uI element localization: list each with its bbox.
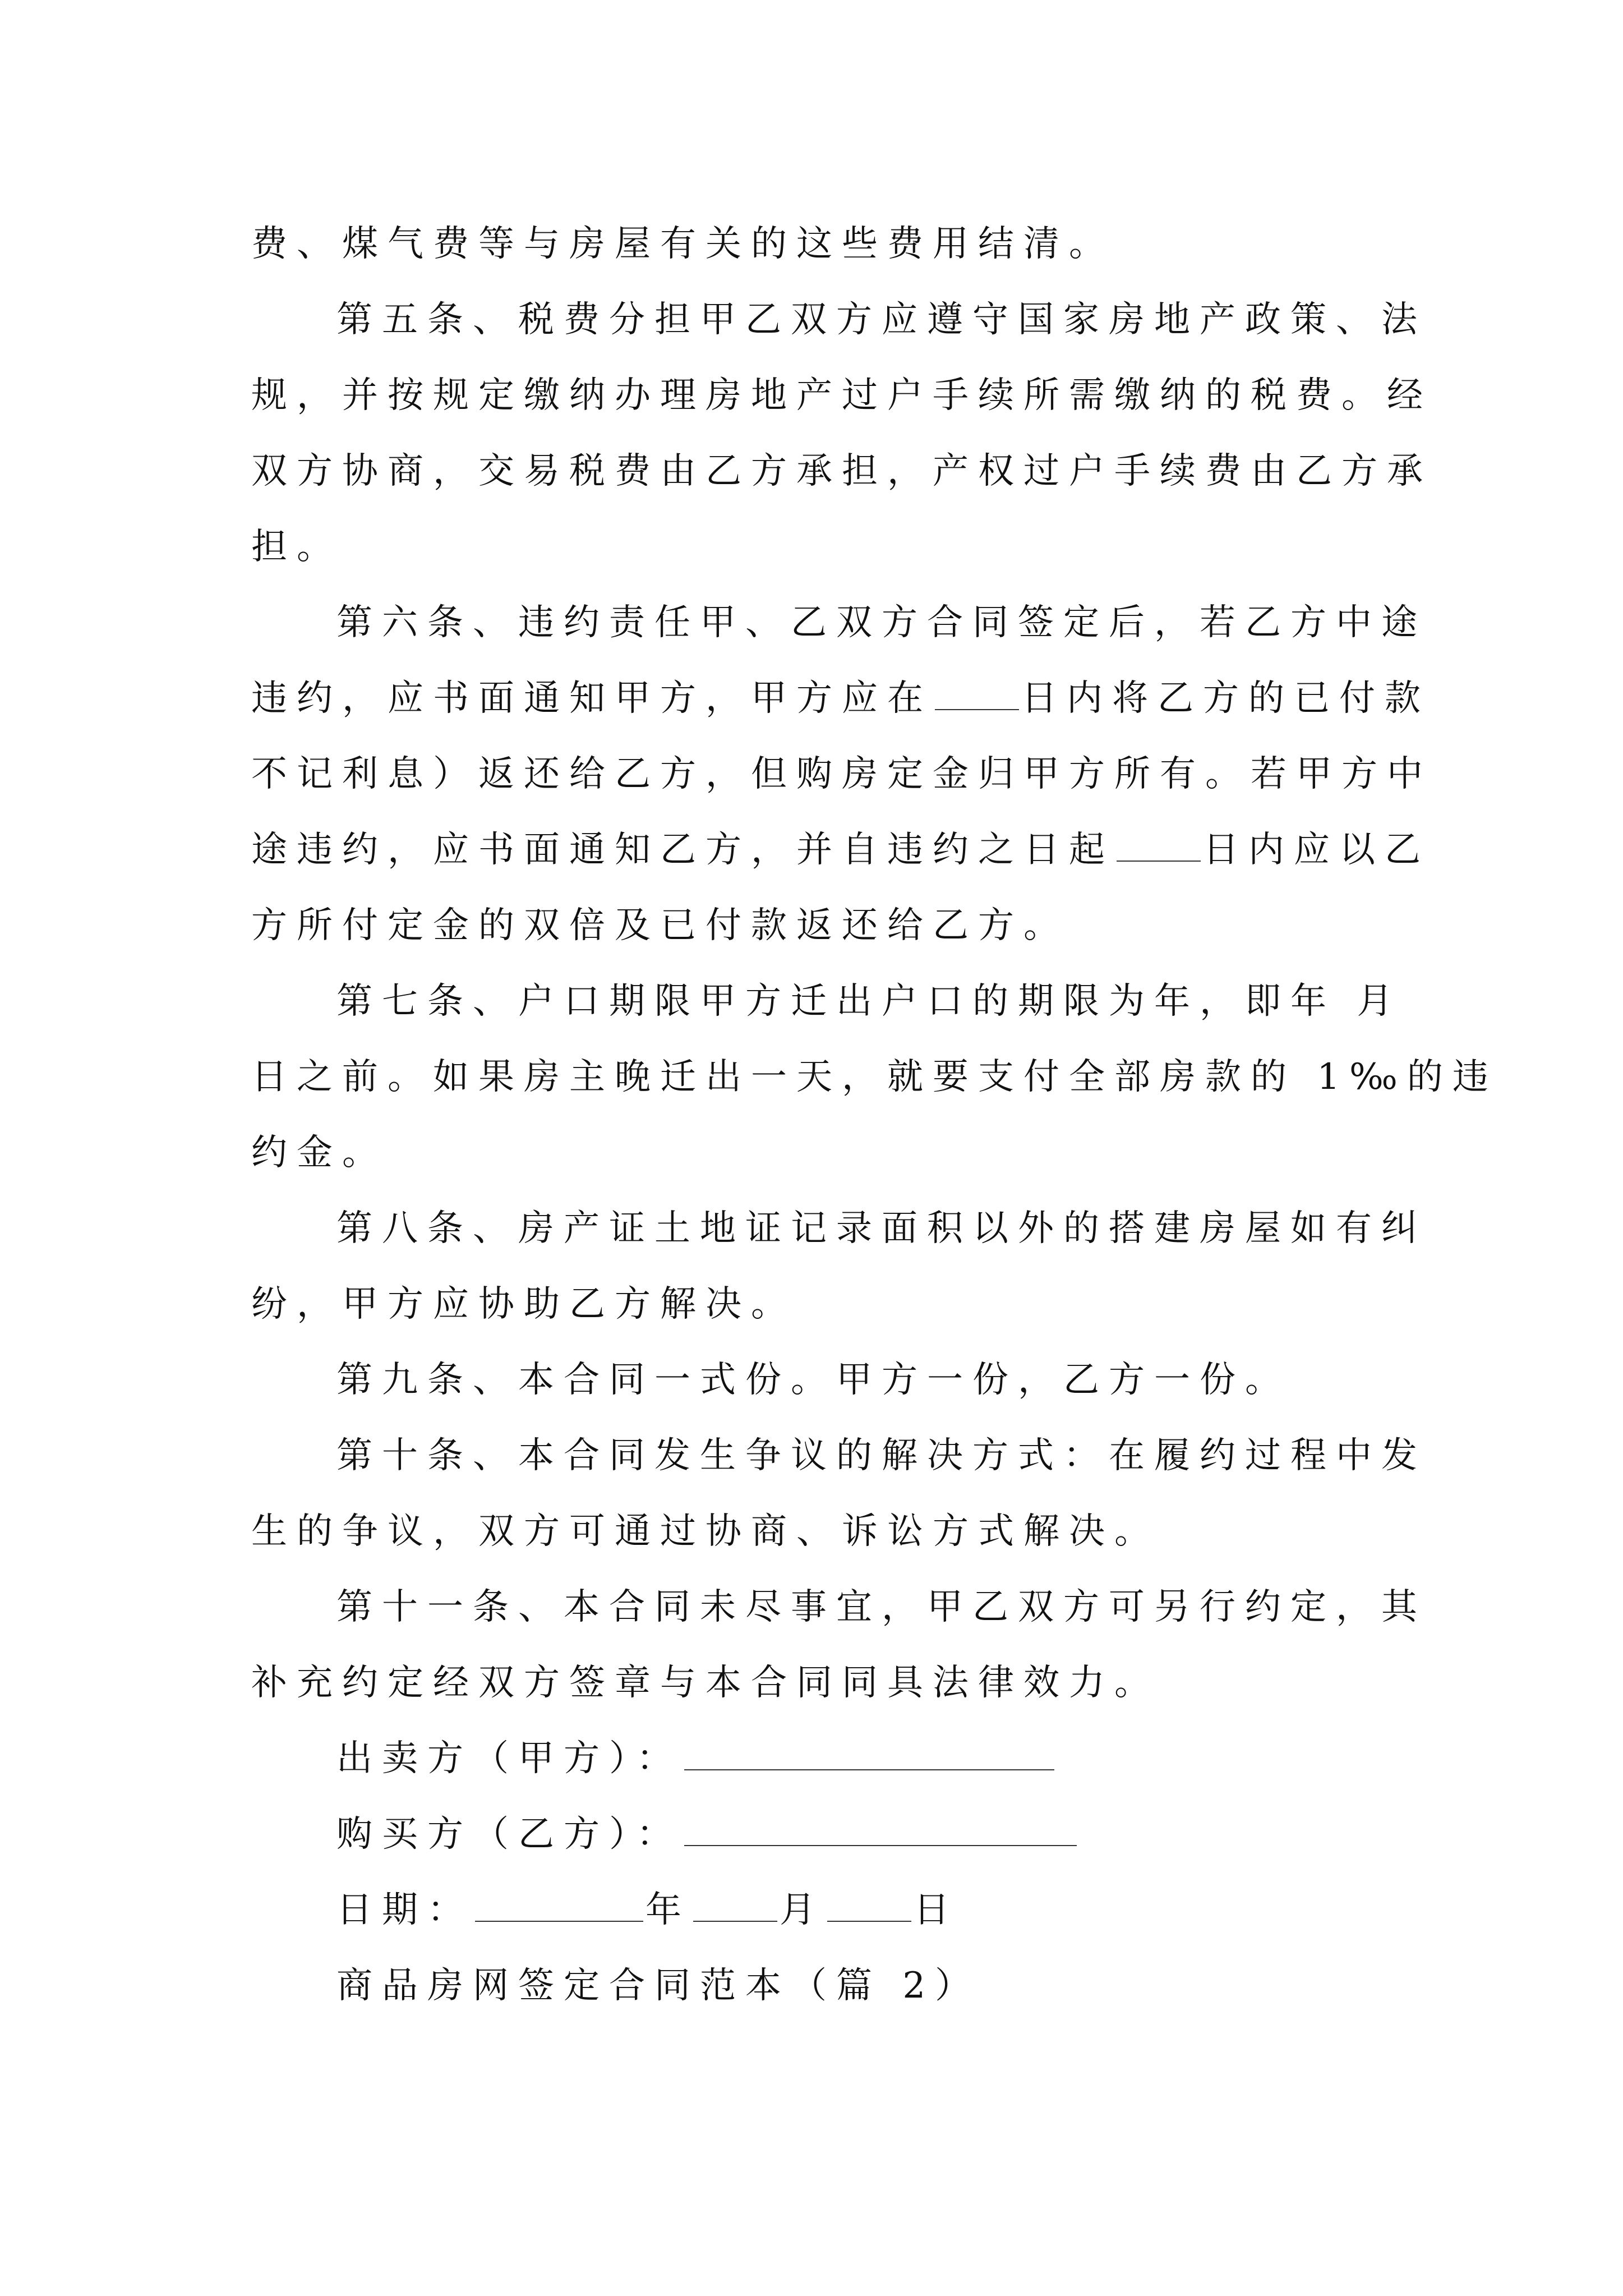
text-line: 日之前。如果房主晚迁出一天，就要支付全部房款的 1‰的违 [251,1056,1498,1098]
text-line: 纷，甲方应协助乙方解决。 [251,1283,796,1325]
text-segment: 途违约，应书面通知乙方，并自违约之日起 [251,829,1114,871]
article-9: 第九条、本合同一式份。甲方一份，乙方一份。 [336,1359,1290,1401]
text-line: 担。 [251,526,342,568]
date-month-blank [693,1889,777,1922]
text-segment: 日内将乙方的已付款 [1021,678,1430,719]
date-label: 日期： [336,1889,473,1931]
next-section-heading: 商品房网签定合同范本（篇 2） [336,1965,981,2007]
article-6-line-1: 第六条、违约责任甲、乙双方合同签定后，若乙方中途 [336,602,1427,643]
text-line: 规，并按规定缴纳办理房地产过户手续所需缴纳的税费。经 [251,375,1432,416]
article-6-line-4 [251,827,1430,872]
article-10-line-1: 第十条、本合同发生争议的解决方式：在履约过程中发 [336,1435,1427,1476]
article-6-line-2 [251,676,1430,721]
buyer-signature-line [336,1812,1079,1857]
text-segment: 日内应以乙 [1203,829,1430,871]
date-year-blank [475,1889,643,1922]
text-line: 方所付定金的双倍及已付款返还给乙方。 [251,905,1069,946]
date-day-blank [827,1889,911,1922]
text-line: 生的争议，双方可通过协商、诉讼方式解决。 [251,1511,1160,1552]
text-line: 双方协商，交易税费由乙方承担，产权过户手续费由乙方承 [251,450,1432,492]
date-day: 日 [914,1889,959,1931]
date-month: 月 [780,1889,825,1931]
text-line: 补充约定经双方签章与本合同同具法律效力。 [251,1662,1160,1704]
text-line: 费、煤气费等与房屋有关的这些费用结清。 [251,223,1114,265]
buyer-signature-blank [684,1814,1077,1846]
article-5-line-1: 第五条、税费分担甲乙双方应遵守国家房地产政策、法 [336,299,1427,341]
blank-days-refund [935,678,1019,710]
text-segment: 违约，应书面通知甲方，甲方应在 [251,678,933,719]
text-line: 不记利息）返还给乙方，但购房定金归甲方所有。若甲方中 [251,753,1432,795]
article-11-line-1: 第十一条、本合同未尽事宜，甲乙双方可另行约定，其 [336,1586,1427,1628]
seller-signature-line [336,1736,1057,1781]
article-7-line-1: 第七条、户口期限甲方迁出户口的期限为年，即年 月 [336,981,1403,1022]
text-line: 约金。 [251,1132,388,1174]
seller-label: 出卖方（甲方）： [336,1738,682,1779]
blank-days-double-refund [1117,829,1201,862]
date-year: 年 [645,1889,691,1931]
buyer-label: 购买方（乙方）： [336,1814,682,1855]
article-8-line-1: 第八条、房产证土地证记录面积以外的搭建房屋如有纠 [336,1208,1427,1249]
seller-signature-blank [684,1738,1054,1770]
date-line [336,1888,959,1932]
